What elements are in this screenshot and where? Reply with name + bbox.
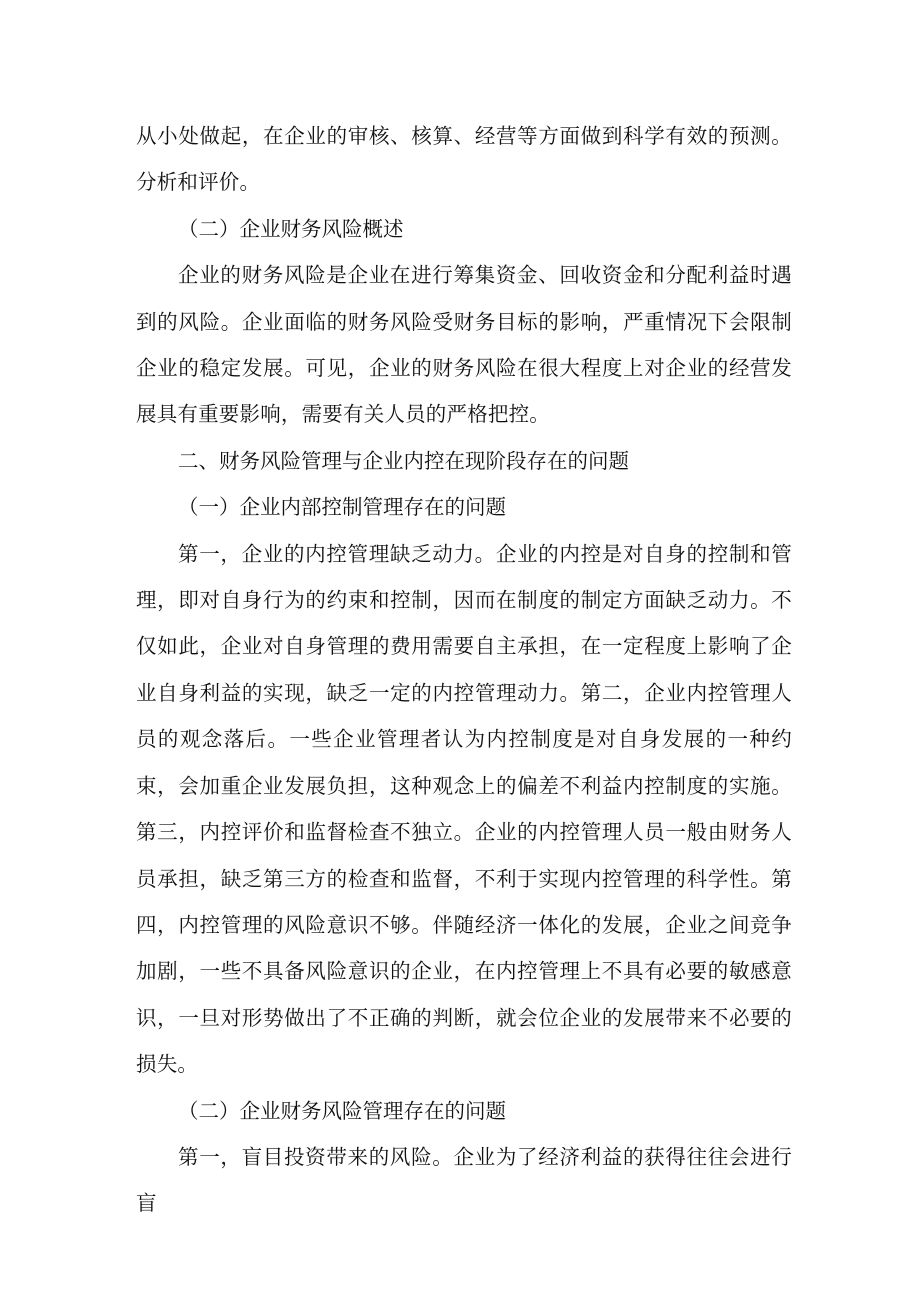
paragraph-continuation: 从小处做起，在企业的审核、核算、经营等方面做到科学有效的预测。分析和评价。 [136, 124, 792, 195]
paragraph-internal-control-problems: 第一，企业的内控管理缺乏动力。企业的内控是对自身的控制和管理，即对自身行为的约束和控制，因而在制度的制定方面缺乏动力。不仅如此，企业对自身管理的费用需要自主承担，在一定程度上影响了企业自身利益的实现，缺乏一定的内控管理动力。第二，企业内控管理人员的观念落后。一些企业管理者认为内控制度是对自身发展的一种约束，会加重企业发展负担，这种观念上的偏差不利益内控制度的实施。第三，内控评价和监督检查不独立。企业的内控管理人员一般由财务人员承担，缺乏第三方的检查和监督，不利于实现内控管理的科学性。第四，内控管理的风险意识不够。伴随经济一体化的发展，企业之间竞争加剧，一些不具备风险意识的企业，在内控管理上不具有必要的敏感意识，一旦对形势做出了不正确的判断，就会位企业的发展带来不必要的损失。 [136, 541, 792, 1077]
paragraph-financial-risk-definition: 企业的财务风险是企业在进行筹集资金、回收资金和分配利益时遇到的风险。企业面临的财务风险受财务目标的影响，严重情况下会限制企业的稳定发展。可见，企业的财务风险在很大程度上对企业的经营发展具有重要影响，需要有关人员的严格把控。 [136, 263, 792, 427]
document-body [136, 113, 792, 1227]
section-heading-financial-risk-overview: （二）企业财务风险概述 [178, 216, 404, 241]
paragraph-blind-investment-risk: 第一，盲目投资带来的风险。企业为了经济利益的获得往往会进行盲 [136, 1144, 792, 1216]
section-heading-internal-control-problems: （一）企业内部控制管理存在的问题 [178, 495, 506, 520]
chapter-heading-current-problems: 二、财务风险管理与企业内控在现阶段存在的问题 [178, 448, 629, 473]
section-heading-risk-management-problems: （二）企业财务风险管理存在的问题 [178, 1098, 506, 1123]
